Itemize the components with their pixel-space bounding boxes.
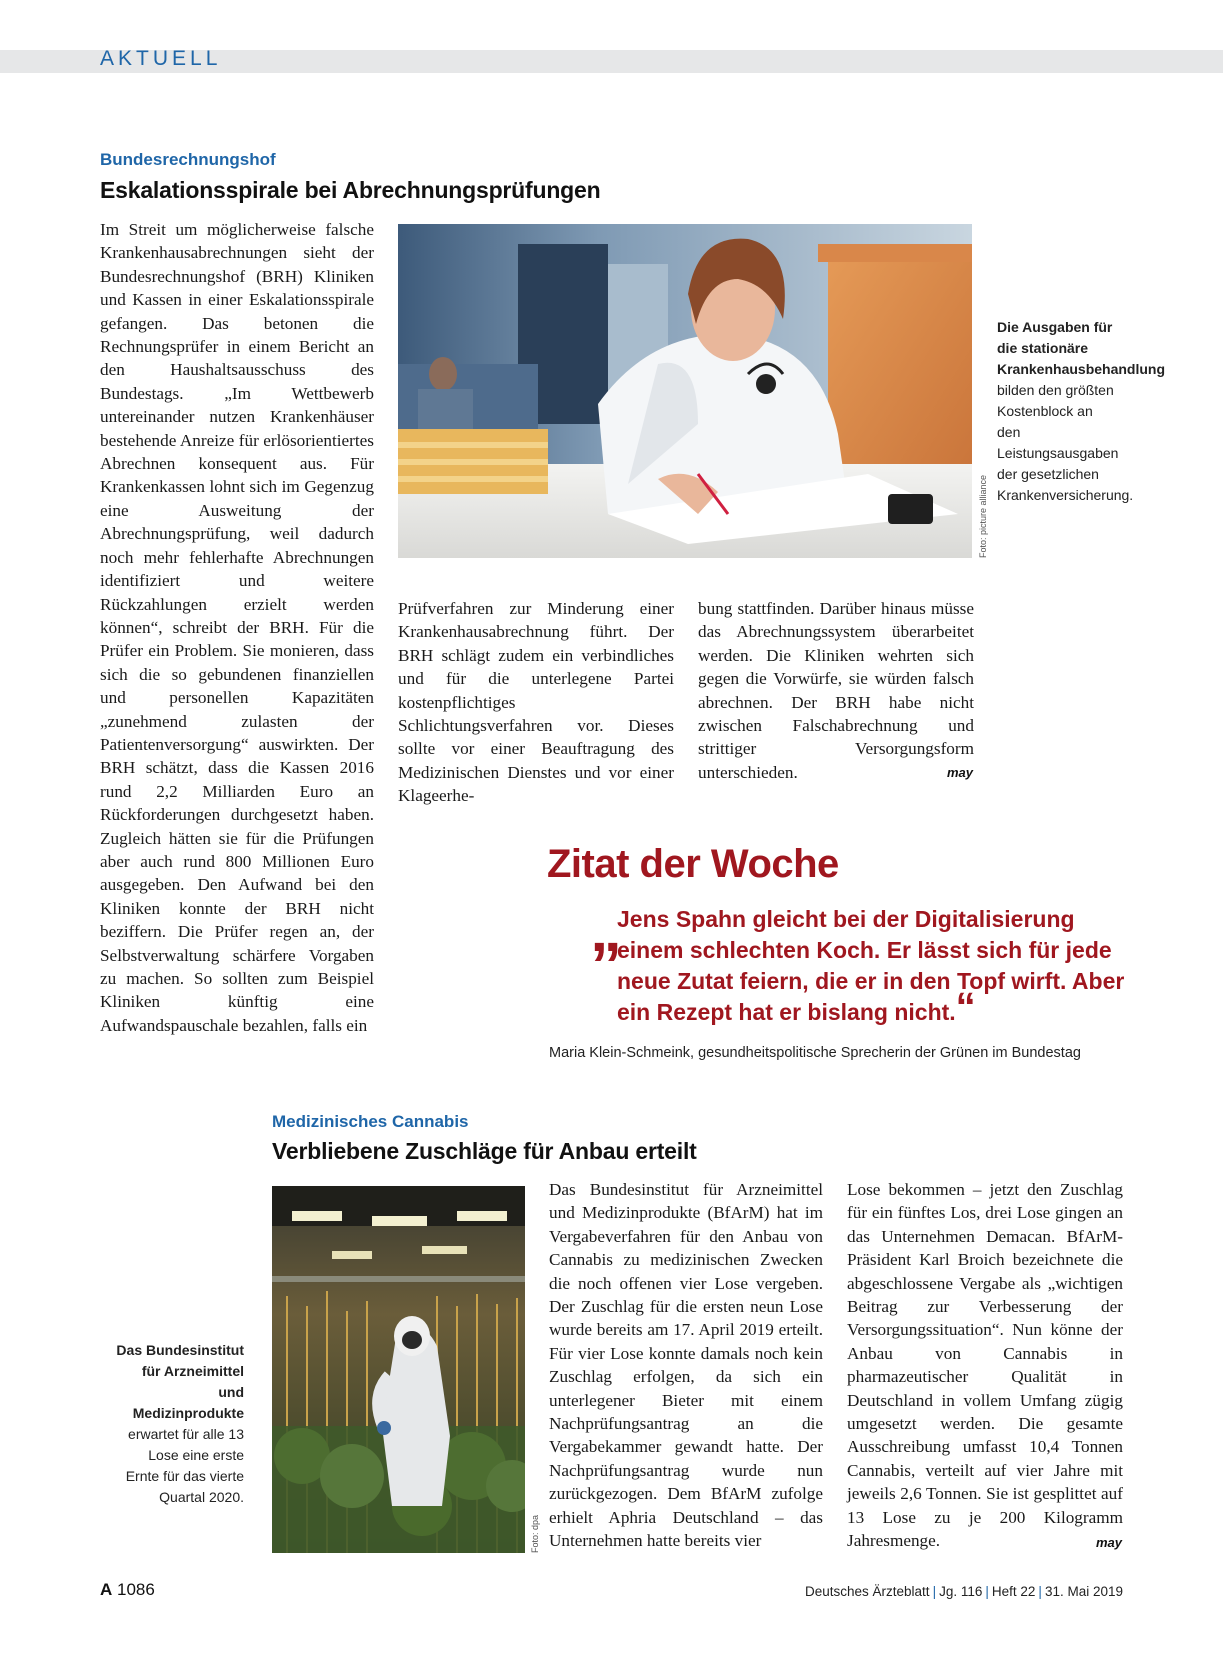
quote-title: Zitat der Woche xyxy=(547,842,839,886)
article1-photo-nurse xyxy=(398,224,972,558)
footer-journal: Deutsches Ärzteblatt xyxy=(805,1584,930,1599)
article1-column-2: Prüfverfahren zur Minderung einer Krankenhausabrechnung führt. Der BRH schlägt zudem ein verbindliches und für die unterlegene Partei kostenpflichtiges Schlichtungsverfahren vor. Dieses sollte vor einer Beauftragung des Medizinischen Dienstes und vor einer Klageerhe- xyxy=(398,599,674,806)
section-label: AKTUELL xyxy=(100,47,222,70)
article1-caption-rest: bilden den größten Kostenblock an den Leistungsausgaben der gesetzlichen Krankenversicherung. xyxy=(997,382,1134,503)
quote-attribution: Maria Klein-Schmeink, gesundheitspolitische Sprecherin der Grünen im Bundestag xyxy=(549,1045,1081,1061)
article1-title: Eskalationsspirale bei Abrechnungsprüfungen xyxy=(100,177,601,203)
article2-caption-rest: erwartet für alle 13 Lose eine erste Ernte für das vierte Quartal 2020. xyxy=(125,1426,244,1505)
article1-kicker: Bundesrechnungshof xyxy=(100,150,276,169)
article2-caption xyxy=(116,1340,244,1508)
quote-text xyxy=(617,904,1127,1028)
footer-date: 31. Mai 2019 xyxy=(1044,1584,1123,1599)
footer-page-number xyxy=(100,1580,155,1600)
article1-signature: may xyxy=(947,765,974,780)
article1-caption xyxy=(997,317,1166,506)
quote-text-body: Jens Spahn gleicht bei der Digitalisierung einem schlechten Koch. Er lässt sich für jede neue Zutat feiern, die er in den Topf wirft. Aber ein Rezept hat er bislang nicht. xyxy=(617,906,1125,1025)
article2-caption-bold: Das Bundesinstitut für Arzneimittel und Medizinprodukte xyxy=(116,1342,244,1421)
footer-journal-info: Deutsches Ärzteblatt | Jg. 116 | Heft 22 | 31. Mai 2019 xyxy=(805,1584,1123,1599)
footer-page-prefix: A xyxy=(100,1580,113,1599)
article1-caption-bold: Die Ausgaben für die stationäre Krankenhausbehandlung xyxy=(997,319,1166,377)
footer-issue: Heft 22 xyxy=(991,1584,1036,1599)
article1-photo-credit: Foto: picture alliance xyxy=(978,474,988,558)
footer-page-value: 1086 xyxy=(117,1580,155,1599)
article2-kicker: Medizinisches Cannabis xyxy=(272,1112,469,1131)
article2-column-2: Lose bekommen – jetzt den Zuschlag für ein fünftes Los, drei Lose gingen an das Unternehmen Demacan. BfArM-Präsident Karl Broich bezeichnete die abgeschlossene Vergabe als „wichtigen Beitrag zur Verbesserung der Versorgungssituation“. Nun könne der Anbau von Cannabis in pharmazeutischer Qualität in Deutschland in vollem Umfang zügig umgesetzt werden. Die gesamte Ausschreibung umfasst 10,4 Tonnen Cannabis, verteilt auf vier Jahre mit jeweils 2,6 Tonnen. Sie ist gesplittet auf 13 Lose zu je 200 Kilogramm Jahresmenge. xyxy=(847,1180,1123,1551)
footer-volume: Jg. 116 xyxy=(939,1584,983,1599)
article1-column-3: bung stattfinden. Darüber hinaus müsse das Abrechnungssystem überarbeitet werden. Die Kliniken wehrten sich gegen die Vorwürfe, sie würden falsch abrechnen. Der BRH habe nicht zwischen Falschabrechnung und strittiger Versorgungsform unterschieden. xyxy=(698,599,974,782)
article2-column-1: Das Bundesinstitut für Arzneimittel und Medizinprodukte (BfArM) hat im Vergabeverfahren für den Anbau von Cannabis zu medizinischen Zwecken die noch offenen vier Lose vergeben. Der Zuschlag für die ersten neun Lose wurde bereits am 17. April 2019 erteilt. Für vier Lose konnte damals noch kein Zuschlag erfolgen, da sich ein unterlegener Bieter mit einem Nachprüfungsantrag an die Vergabekammer gewandt hatte. Der Nachprüfungsantrag wurde nun zurückgezogen. Dem BfArM zufolge erhielt Aphria Deutschland – das Unternehmen hatte bereits vier xyxy=(549,1180,823,1551)
article2-signature: may xyxy=(1096,1535,1123,1550)
quote-close-mark: “ xyxy=(955,985,976,1029)
article1-column-1: Im Streit um möglicherweise falsche Krankenhausabrechnungen sieht der Bundesrechnungshof (BRH) Kliniken und Kassen in einer Eskalationsspirale gefangen. Das betonen die Rechnungsprüfer in einem Bericht an den Haushaltsausschuss des Bundestags. „Im Wettbewerb untereinander nutzen Krankenhäuser bestehende Anreize für erlösorientiertes Abrechnen konsequent aus. Für Krankenkassen lohnt sich im Gegenzug eine Ausweitung der Abrechnungsprüfung, weil dadurch noch mehr fehlerhafte Abrechnungen identifiziert und weitere Rückzahlungen erzielt werden können“, schreibt der BRH. Für die Prüfer ein Problem. Sie monieren, dass sich die so gebundenen finanziellen und personellen Kapazitäten „zunehmend zulasten der Patientenversorgung“ auswirkten. Der BRH schätzt, dass die Kassen 2016 rund 2,2 Milliarden Euro an Rückforderungen durchgesetzt haben. Zugleich hätten sie für die Prüfungen aber auch rund 800 Millionen Euro ausgegeben. Den Aufwand bei den Kliniken konnte der BRH nicht beziffern. Die Prüfer regen an, der Selbstverwaltung schärfere Vorgaben zu machen. So sollten zum Beispiel Kliniken künftig eine Aufwandspauschale bezahlen, falls ein xyxy=(100,220,374,1035)
article2-photo-credit: Foto: dpa xyxy=(530,1514,540,1553)
article2-photo-cannabis xyxy=(272,1186,525,1553)
quote-open-mark: „ xyxy=(590,893,622,965)
article2-title: Verbliebene Zuschläge für Anbau erteilt xyxy=(272,1138,697,1164)
